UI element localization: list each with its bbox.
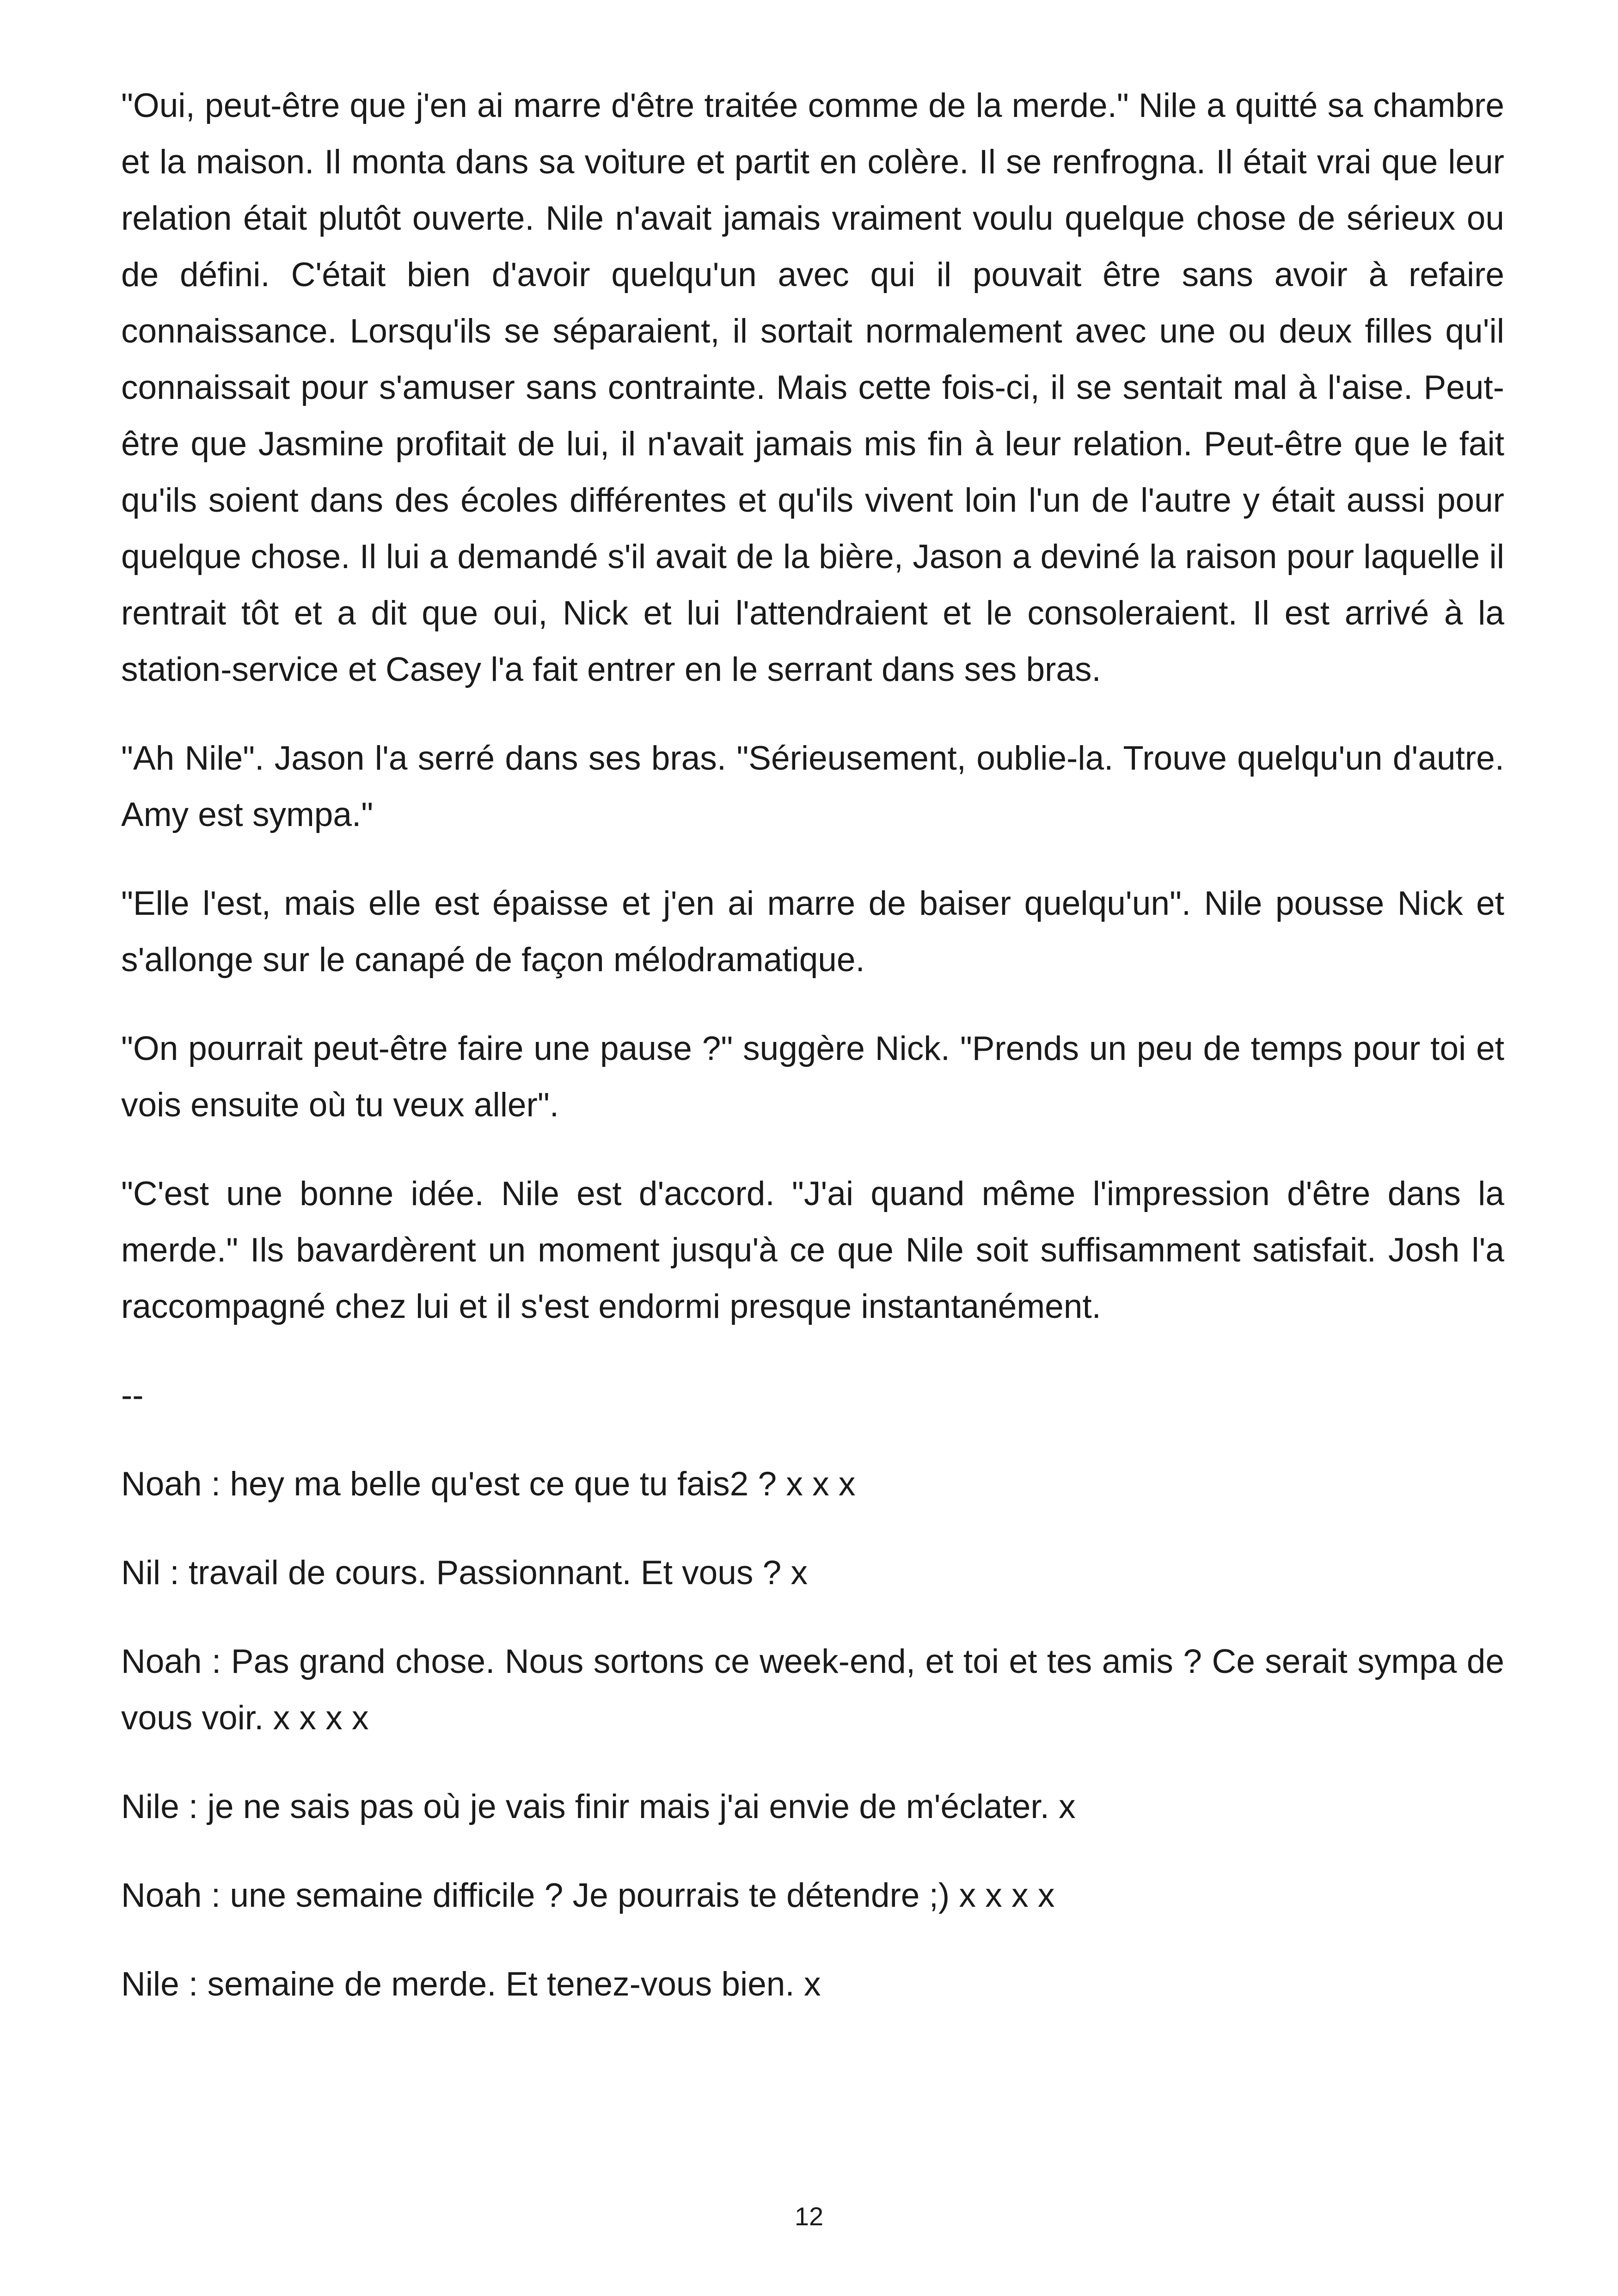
chat-message: Nile : je ne sais pas où je vais finir mais j'ai envie de m'éclater. x bbox=[121, 1788, 1076, 1825]
section-separator: -- bbox=[121, 1377, 144, 1414]
paragraph-dialogue: "On pourrait peut-être faire une pause ?" suggère Nick. "Prends un peu de temps pour toi et vois ensuite où tu veux aller". bbox=[121, 1030, 1504, 1124]
document-body bbox=[121, 78, 1504, 2045]
paragraph-dialogue: "Ah Nile". Jason l'a serré dans ses bras. "Sérieusement, oublie-la. Trouve quelqu'un d'autre. Amy est sympa." bbox=[121, 740, 1504, 833]
paragraph-dialogue: "C'est une bonne idée. Nile est d'accord. "J'ai quand même l'impression d'être dans la merde." Ils bavardèrent un moment jusqu'à ce que Nile soit suffisamment satisfait. Josh l'a raccompagné chez lui et il s'est endormi presque instantanément. bbox=[121, 1175, 1504, 1325]
page-number: 12 bbox=[794, 2202, 824, 2231]
chat-message: Nile : semaine de merde. Et tenez-vous bien. x bbox=[121, 1965, 821, 2003]
paragraph-dialogue: "Elle l'est, mais elle est épaisse et j'en ai marre de baiser quelqu'un". Nile pousse Nick et s'allonge sur le canapé de façon mélodramatique. bbox=[121, 885, 1504, 979]
chat-message: Noah : Pas grand chose. Nous sortons ce week-end, et toi et tes amis ? Ce serait sympa de vous voir. x x x x bbox=[121, 1643, 1504, 1737]
paragraph-narrative: "Oui, peut-être que j'en ai marre d'être traitée comme de la merde." Nile a quitté sa chambre et la maison. Il monta dans sa voiture et partit en colère. Il se renfrogna. Il était vrai que leur relation était plutôt ouverte. Nile n'avait jamais vraiment voulu quelque chose de sérieux ou de défini. C'était bien d'avoir quelqu'un avec qui il pouvait être sans avoir à refaire connaissance. Lorsqu'ils se séparaient, il sortait normalement avec une ou deux filles qu'il connaissait pour s'amuser sans contrainte. Mais cette fois-ci, il se sentait mal à l'aise. Peut-être que Jasmine profitait de lui, il n'avait jamais mis fin à leur relation. Peut-être que le fait qu'ils soient dans des écoles différentes et qu'ils vivent loin l'un de l'autre y était aussi pour quelque chose. Il lui a demandé s'il avait de la bière, Jason a deviné la raison pour laquelle il rentrait tôt et a dit que oui, Nick et lui l'attendraient et le consoleraient. Il est arrivé à la station-service et Casey l'a fait entrer en le serrant dans ses bras. bbox=[121, 87, 1504, 688]
chat-message: Nil : travail de cours. Passionnant. Et vous ? x bbox=[121, 1554, 808, 1592]
chat-message: Noah : une semaine difficile ? Je pourrais te détendre ;) x x x x bbox=[121, 1877, 1055, 1914]
chat-message: Noah : hey ma belle qu'est ce que tu fais2 ? x x x bbox=[121, 1465, 856, 1503]
